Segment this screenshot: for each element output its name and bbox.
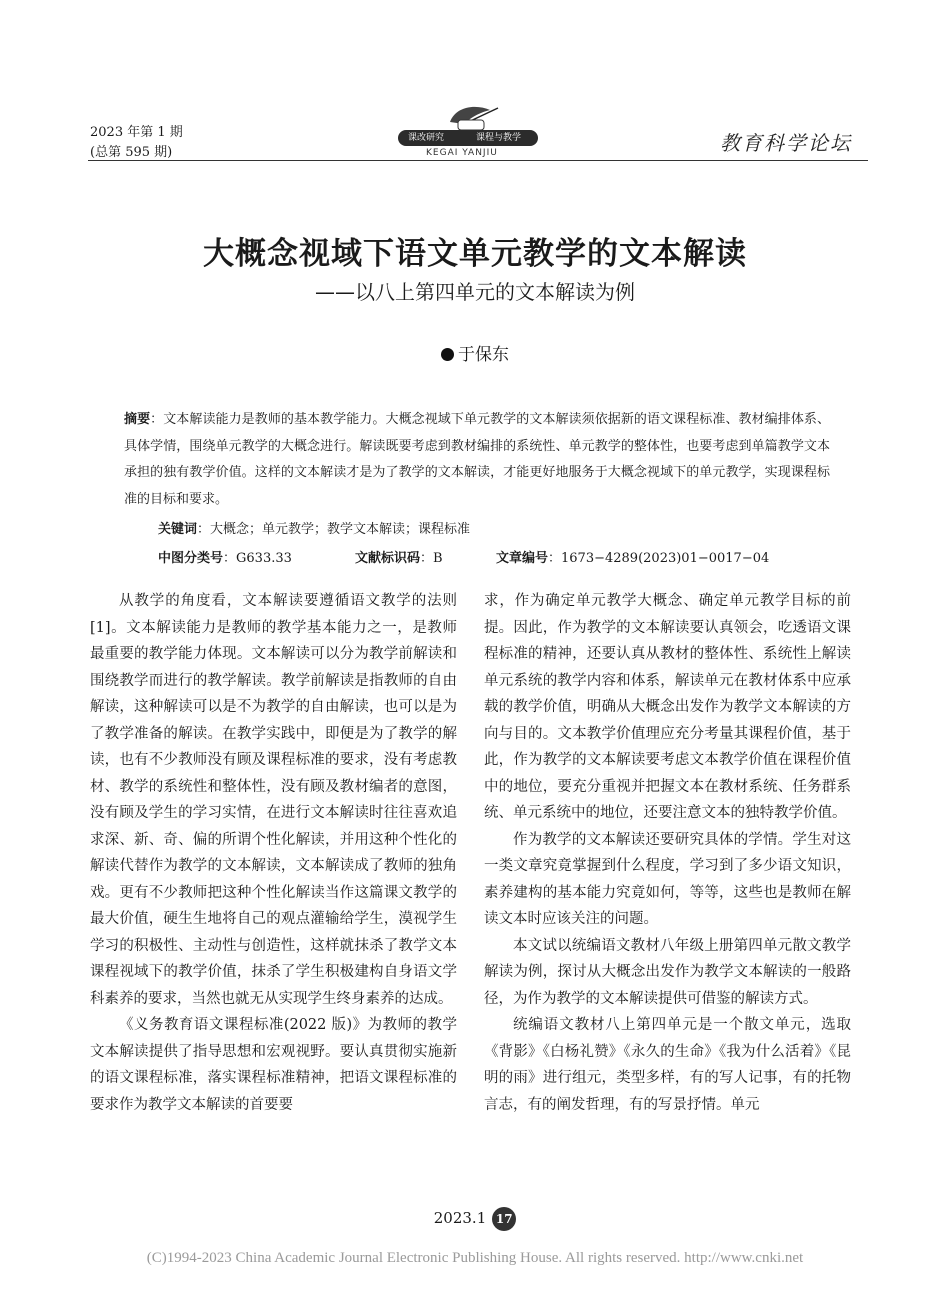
quill-scroll-icon (398, 100, 538, 132)
author-line (0, 340, 950, 365)
logo-band (398, 130, 538, 146)
logo-right-text: 课程与教学 (476, 133, 522, 143)
author-name: 于保东 (458, 345, 509, 365)
doc-code (355, 546, 443, 572)
journal-brand: 教育科学论坛 (720, 131, 852, 155)
page-footer (0, 1207, 950, 1231)
issue-info (90, 123, 183, 163)
article-number (496, 546, 769, 572)
clc-code (158, 546, 292, 572)
paragraph: 从教学的角度看，文本解读要遵循语文教学的法则[1]。文本解读能力是教师的教学基本能力之一，是教师最重要的教学能力体现。文本解读可以分为教学前解读和围绕教学而进行的教学解读。教学前解读是指教师的自由解读，这种解读可以是不为教学的自由解读，也可以是为了教学准备的解读。在教学实践中，即便是为了教学的解读，也有不少教师没有顾及课程标准的要求，没有考虑教材、教学的系统性和整体性，没有顾及教材编者的意图，没有顾及学生的学习实情，在进行文本解读时往往喜欢追求深、新、奇、偏的所谓个性化解读，并用这种个性化的解读代替作为教学的文本解读，文本解读成了教师的独角戏。更有不少教师把这种个性化解读当作这篇课文教学的最大价值，硬生生地将自己的观点灌输给学生，漠视学生学习的积极性、主动性与创造性，这样就抹杀了教学文本课程视域下的教学价值，抹杀了学生积极建构自身语文学科素养的要求，当然也就无从实现学生终身素养的达成。 (90, 593, 457, 1007)
article-number-value: ：1673−4289(2023)01−0017−04 (548, 551, 770, 566)
abstract-text: ：文本解读能力是教师的基本教学能力。大概念视域下单元教学的文本解读须依据新的语文课程标准、教材编排体系、具体学情，围绕单元教学的大概念进行。解读既要考虑到教材编排的系统性、单元教学的整体性，也要考虑到单篇教学文本承担的独有教学价值。这样的文本解读才是为了教学的文本解读，才能更好地服务于大概念视域下的单元教学，实现课程标准的目标和要求。 (124, 412, 830, 507)
body-left-column (90, 588, 457, 1118)
paragraph: 作为教学的文本解读还要研究具体的学情。学生对这一类文章究竟掌握到什么程度，学习到了多少语文知识，素养建构的基本能力究竟如何，等等，这些也是教师在解读文本时应该关注的问题。 (484, 831, 851, 927)
logo-left-text: 课改研究 (408, 133, 445, 143)
clc-label: 中图分类号 (158, 551, 224, 566)
paragraph: 统编语文教材八上第四单元是一个散文单元，选取《背影》《白杨礼赞》《永久的生命》《我为什么活着》《昆明的雨》进行组元，类型多样，有的写人记事，有的托物言志，有的阐发哲理，有的写景抒情。单元 (484, 1017, 851, 1113)
paragraph: 本文试以统编语文教材八年级上册第四单元散文教学解读为例，探讨从大概念出发作为教学文本解读的一般路径，为作为教学的文本解读提供可借鉴的解读方式。 (484, 937, 851, 1007)
keywords (158, 517, 470, 543)
clc-value: ：G633.33 (223, 551, 292, 566)
article-number-label: 文章编号 (496, 551, 549, 566)
abstract (124, 407, 830, 513)
copyright-notice: (C)1994-2023 China Academic Journal Electronic Publishing House. All rights reserved. http://www.cnki.net (146, 1250, 804, 1266)
logo-pinyin: KEGAI YANJIU (426, 148, 498, 158)
issue-total: (总第 595 期) (90, 145, 173, 160)
paragraph-continued: 求，作为确定单元教学大概念、确定单元教学目标的前提。因此，作为教学的文本解读要认真领会，吃透语文课程标准的精神，还要认真从教材的整体性、系统性上解读单元系统的教学内容和体系，解读单元在教材体系中应承载的教学价值，明确从大概念出发作为教学文本解读的方向与目的。文本教学价值理应充分考量其课程价值，基于此，作为教学的文本解读要考虑文本教学价值在课程价值中的地位，要充分重视并把握文本在教材系统、任务群系统、单元系统中的地位，还要注意文本的独特教学价值。 (484, 593, 851, 821)
issue-number: 2023 年第 1 期 (90, 125, 183, 140)
keywords-label: 关键词 (158, 522, 198, 537)
keywords-text: ：大概念；单元教学；教学文本解读；课程标准 (197, 522, 471, 537)
body-right-column (484, 588, 851, 1118)
article-title: 大概念视域下语文单元教学的文本解读 (203, 236, 747, 272)
doc-value: ：B (420, 551, 443, 566)
journal-logo (398, 100, 538, 160)
article-subtitle: ——以八上第四单元的文本解读为例 (315, 280, 635, 304)
abstract-label: 摘要 (124, 412, 151, 427)
footer-date: 2023.1 (433, 1209, 487, 1227)
bullet-icon (441, 348, 454, 361)
doc-label: 文献标识码 (355, 551, 421, 566)
page-number: 17 (492, 1207, 516, 1231)
classification-row (158, 546, 858, 572)
paragraph: 《义务教育语文课程标准(2022 版)》为教师的教学文本解读提供了指导思想和宏观视野。要认真贯彻实施新的语文课程标准，落实课程标准精神，把语文课程标准的要求作为教学文本解读的首要要 (90, 1017, 457, 1113)
header-rule (88, 160, 868, 161)
